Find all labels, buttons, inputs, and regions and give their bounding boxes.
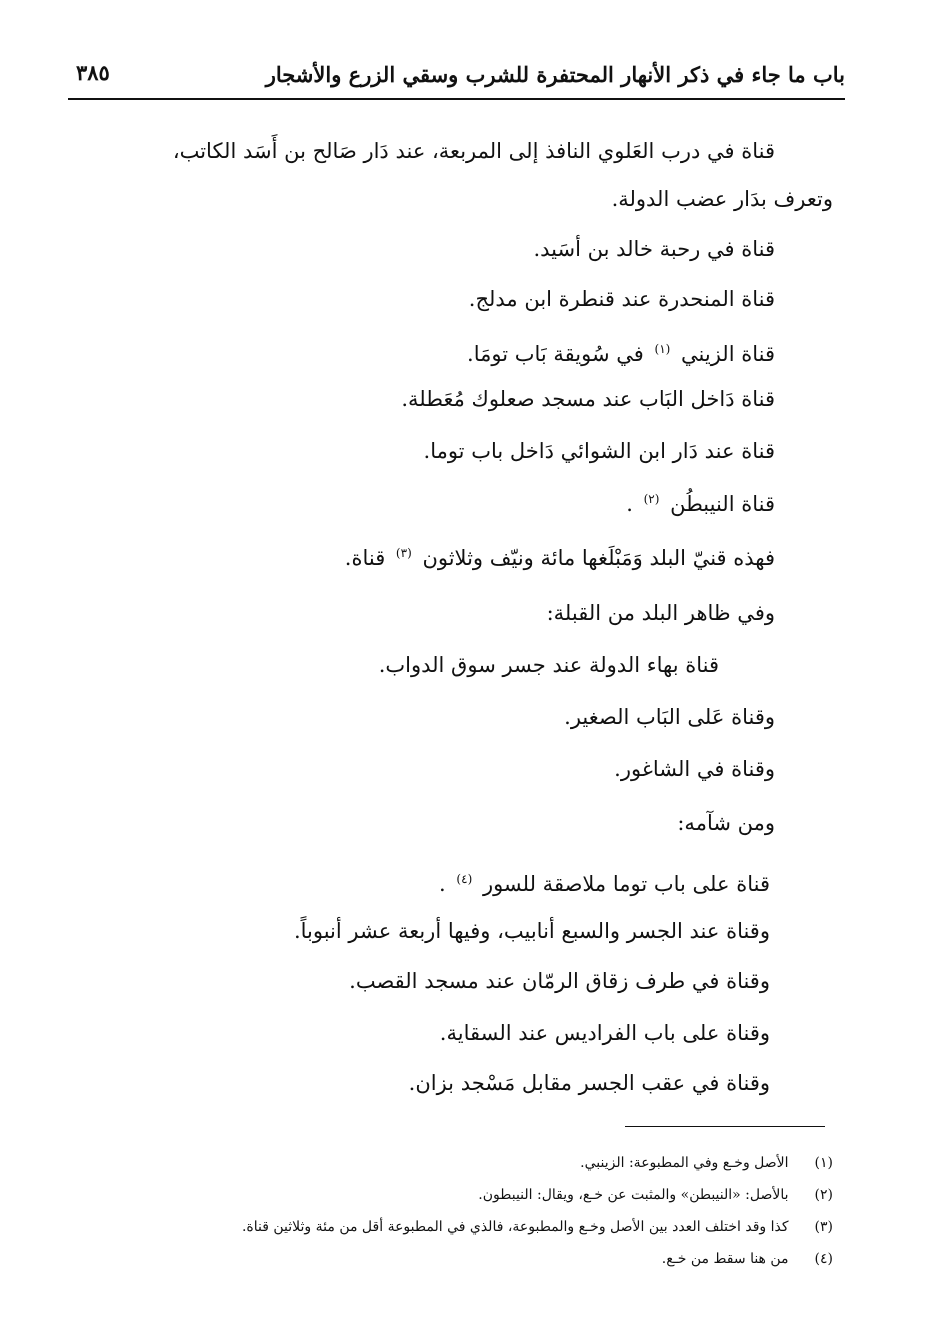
footnote-number: (٣) xyxy=(814,1219,833,1235)
text-line-2: وتعرف بدَار عضب الدولة. xyxy=(611,187,833,211)
footnote-2 xyxy=(478,1184,833,1206)
line-text: . xyxy=(626,492,633,516)
footnote-3 xyxy=(242,1216,833,1238)
footnote-1 xyxy=(580,1152,833,1174)
text-line-13: وقناة في الشاغور. xyxy=(614,757,775,781)
footnote-4 xyxy=(662,1248,833,1270)
text-line-9 xyxy=(345,538,775,573)
text-line-12: وقناة عَلى البَاب الصغير. xyxy=(564,705,775,729)
text-line-11: قناة بهاء الدولة عند جسر سوق الدواب. xyxy=(378,653,719,677)
footnote-number: (٤) xyxy=(814,1251,833,1267)
footnote-number: (١) xyxy=(814,1155,833,1171)
footnote-marker-2[interactable]: (٢) xyxy=(643,492,660,506)
line-text: في سُويقة بَاب تومَا. xyxy=(467,342,644,366)
line-text: فهذه قنيّ البلد وَمَبْلَغها مائة ونيّف وثلاثون xyxy=(422,546,775,570)
text-line-18: وقناة على باب الفراديس عند السقاية. xyxy=(439,1021,770,1045)
page-number: ٣٨٥ xyxy=(76,60,110,85)
footnote-separator xyxy=(625,1126,825,1127)
line-text: قناة على باب توما ملاصقة للسور xyxy=(482,872,770,896)
line-text: قناة الزيني xyxy=(681,342,775,366)
text-line-7: قناة عند دَار ابن الشوائي دَاخل باب توما. xyxy=(423,439,775,463)
running-header xyxy=(68,58,845,100)
text-line-8 xyxy=(626,484,775,519)
footnote-number: (٢) xyxy=(814,1187,833,1203)
footnote-text: كذا وقد اختلف العدد بين الأصل وخـع والمطبوعة، فالذي في المطبوعة أقل من مئة وثلاثين قناة. xyxy=(241,1219,789,1235)
footnote-text: الأصل وخـع وفي المطبوعة: الزينبي. xyxy=(580,1155,789,1171)
line-text: قناة. xyxy=(344,546,386,570)
text-line-5 xyxy=(467,334,775,369)
text-line-4: قناة المنحدرة عند قنطرة ابن مدلج. xyxy=(468,287,775,311)
line-text: . xyxy=(439,872,446,896)
footnote-text: بالأصل: «النيبطن» والمثبت عن خـع، ويقال: النيبطون. xyxy=(478,1187,789,1203)
line-text: قناة النيبطُن xyxy=(670,492,775,516)
header-title: باب ما جاء في ذكر الأنهار المحتفرة للشرب وسقي الزرع والأشجار xyxy=(265,62,845,87)
text-line-15 xyxy=(439,864,770,899)
text-line-1: قناة في درب العَلوي النافذ إلى المربعة، عند دَار صَالح بن أَسَد الكاتب، xyxy=(172,139,775,163)
text-line-17: وقناة في طرف زقاق الرمّان عند مسجد القصب. xyxy=(349,969,770,993)
text-line-10: وفي ظاهر البلد من القبلة: xyxy=(546,601,775,625)
footnote-marker-4[interactable]: (٤) xyxy=(456,872,473,886)
text-line-14: ومن شآمه: xyxy=(677,811,775,835)
text-line-16: وقناة عند الجسر والسبع أنابيب، وفيها أربعة عشر أنبوباً. xyxy=(293,919,770,943)
footnote-marker-1[interactable]: (١) xyxy=(654,342,671,356)
text-line-6: قناة دَاخل البَاب عند مسجد صعلوك مُعَطلة. xyxy=(401,387,775,411)
text-line-19: وقناة في عقب الجسر مقابل مَسْجد بزان. xyxy=(408,1071,770,1095)
text-line-3: قناة في رحبة خالد بن أسَيد. xyxy=(533,237,775,261)
footnote-marker-3[interactable]: (٣) xyxy=(395,546,412,560)
footnote-text: من هنا سقط من خـع. xyxy=(661,1251,789,1267)
